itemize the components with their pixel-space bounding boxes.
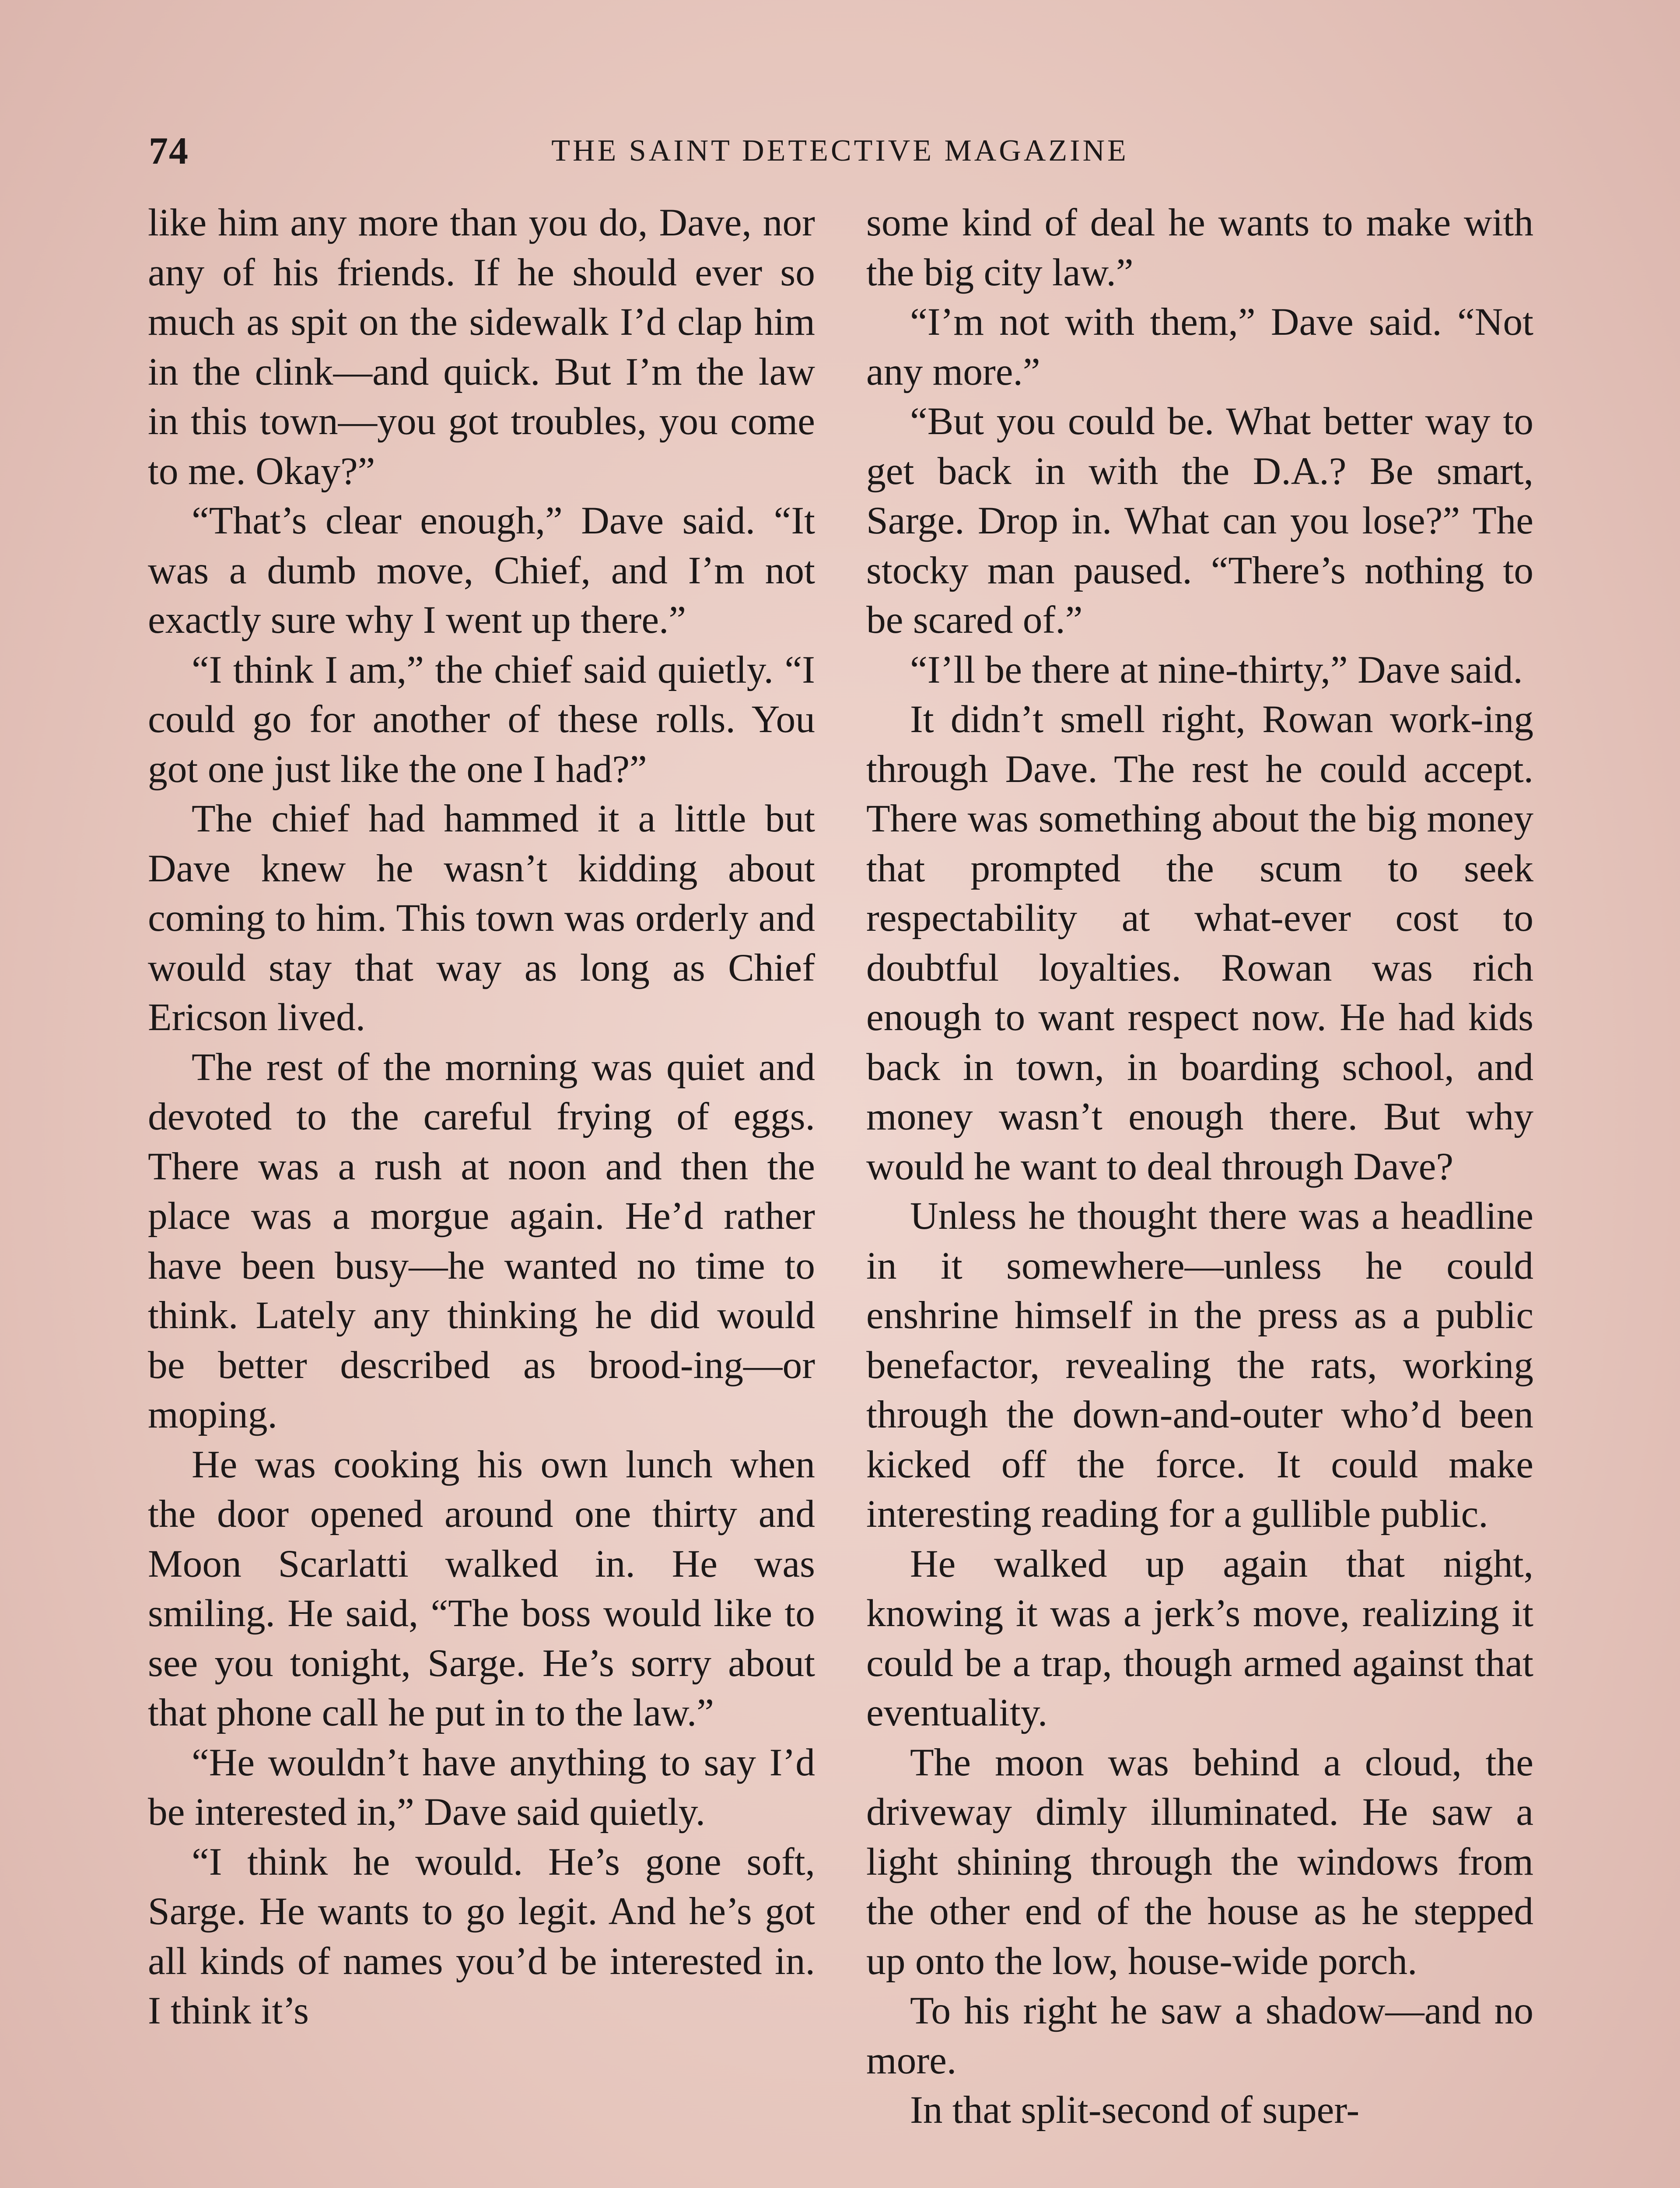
right-text-column [866, 198, 1533, 2135]
paragraph: It didn’t smell right, Rowan work-ing through Dave. The rest he could accept. There was something about the big money that prompted the scum to seek respectability at what-ever cost to doubtful loyalties. Rowan was rich enough to want respect now. He had kids back in town, in boarding school, and money wasn’t enough there. But why would he want to deal through Dave? [866, 698, 1533, 1188]
paragraph: Unless he thought there was a headline in it somewhere—unless he could enshrine himself in the press as a public benefactor, revealing the rats, working through the down-and-outer who’d been kicked off the force. It could make interesting reading for a gullible public. [866, 1194, 1533, 1536]
paragraph: some kind of deal he wants to make with the big city law.” [866, 201, 1533, 294]
paragraph: He was cooking his own lunch when the door opened around one thirty and Moon Scarlatti walked in. He was smiling. He said, “The boss would like to see you tonight, Sarge. He’s sorry about that phone call he put in to the law.” [148, 1442, 815, 1734]
paragraph: “That’s clear enough,” Dave said. “It was a dumb move, Chief, and I’m not exactly sure why I went up there.” [148, 499, 815, 642]
running-head: THE SAINT DETECTIVE MAGAZINE [551, 134, 1129, 168]
paragraph: “But you could be. What better way to get back in with the D.A.? Be smart, Sarge. Drop in. What can you lose?” The stocky man paused. “There’s nothing to be scared of.” [866, 400, 1533, 642]
paragraph: To his right he saw a shadow—and no more. [866, 1989, 1533, 2082]
paragraph: The chief had hammed it a little but Dave knew he wasn’t kidding about coming to him. This town was orderly and would stay that way as long as Chief Ericson lived. [148, 797, 815, 1039]
paragraph: “I think I am,” the chief said quietly. “I could go for another of these rolls. You got one just like the one I had?” [148, 648, 815, 791]
page-header [149, 129, 1531, 182]
paragraph: “I think he would. He’s gone soft, Sarge. He wants to go legit. And he’s got all kinds of names you’d be interested in. I think it’s [148, 1840, 815, 2032]
paragraph: “I’m not with them,” Dave said. “Not any more.” [866, 300, 1533, 393]
paragraph: “He wouldn’t have anything to say I’d be interested in,” Dave said quietly. [148, 1740, 815, 1834]
page-number: 74 [149, 130, 189, 172]
left-text-column [148, 198, 815, 2036]
paragraph: The moon was behind a cloud, the driveway dimly illuminated. He saw a light shining through the windows from the other end of the house as he stepped up onto the low, house-wide porch. [866, 1740, 1533, 1983]
paragraph: In that split-second of super- [910, 2088, 1360, 2132]
paragraph: “I’ll be there at nine-thirty,” Dave said. [910, 648, 1523, 691]
paragraph: like him any more than you do, Dave, nor any of his friends. If he should ever so much as spit on the sidewalk I’d clap him in the clink—and quick. But I’m the law in this town—you got troubles, you come to me. Okay?” [148, 201, 815, 493]
paragraph: The rest of the morning was quiet and devoted to the careful frying of eggs. There was a rush at noon and then the place was a morgue again. He’d rather have been busy—he wanted no time to think. Lately any thinking he did would be better described as brood-ing—or moping. [148, 1045, 815, 1436]
paragraph: He walked up again that night, knowing it was a jerk’s move, realizing it could be a trap, though armed against that eventuality. [866, 1542, 1533, 1734]
